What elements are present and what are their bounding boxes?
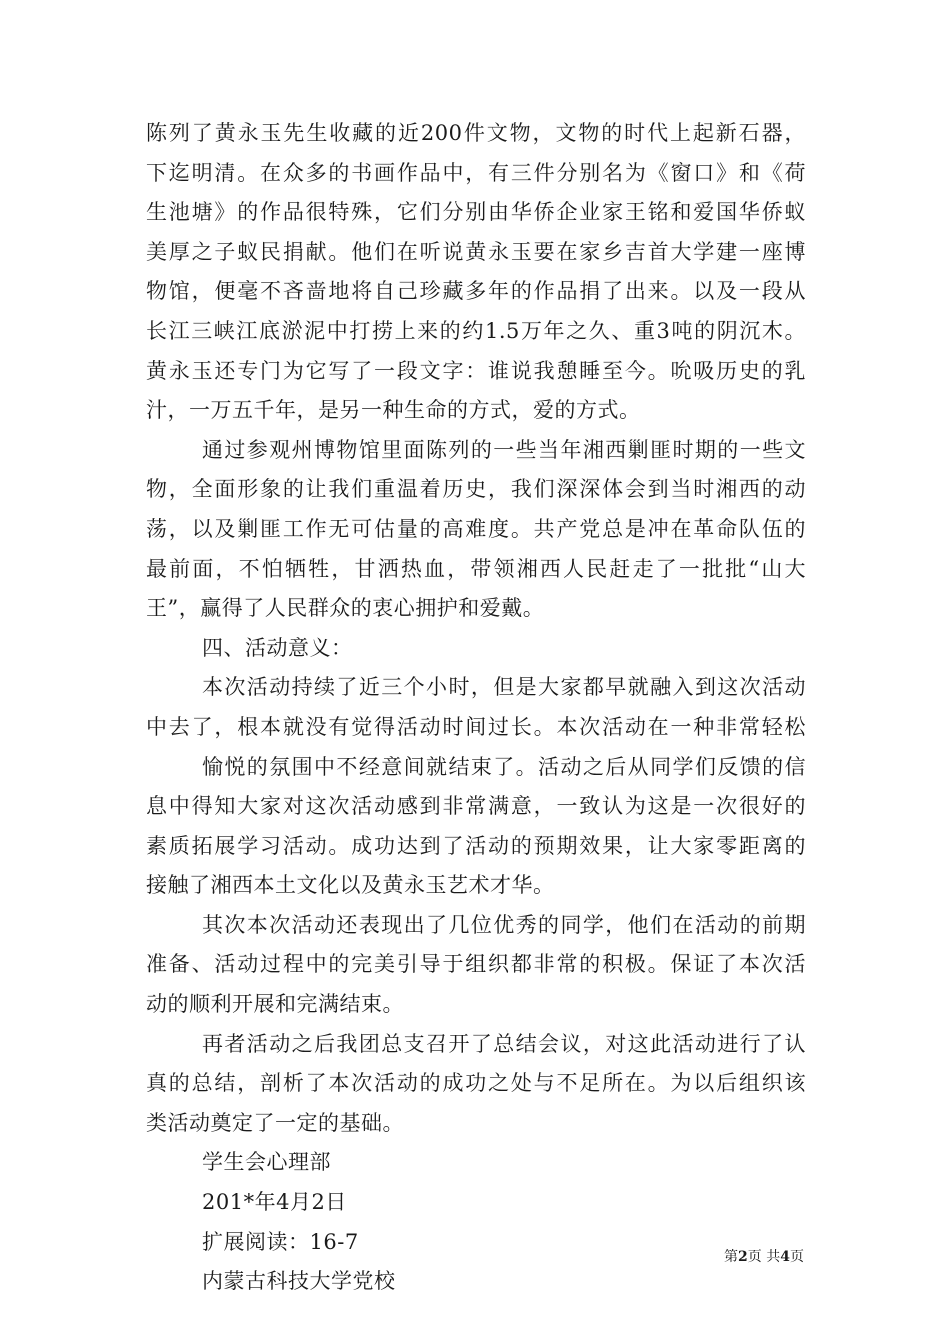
text-line: 再者活动之后我团总支召开了总结会议，对这此活动进行了认 [202,1031,806,1056]
signature-date: 201*年4月2日 [202,1190,347,1215]
footer-middle: 页 共 [747,1249,781,1265]
text-line: 荡，以及剿匪工作无可估量的高难度。共产党总是冲在革命队伍的 [146,516,806,541]
text-line: 物馆，便毫不吝啬地将自己珍藏多年的作品捐了出来。以及一段从 [146,279,806,304]
footer-page-total: 4 [780,1249,790,1265]
footer-prefix: 第 [724,1249,739,1265]
footer-suffix: 页 [790,1249,804,1265]
text-line: 息中得知大家对这次活动感到非常满意，一致认为这是一次很好的 [146,794,806,819]
text-line: 真的总结，剖析了本次活动的成功之处与不足所在。为以后组织该 [146,1071,806,1096]
text-line: 内蒙古科技大学党校 [202,1269,396,1294]
text-line: 接触了湘西本土文化以及黄永玉艺术才华。 [146,873,555,898]
text-line: 愉悦的氛围中不经意间就结束了。活动之后从同学们反馈的信 [202,754,806,779]
text-line: 素质拓展学习活动。成功达到了活动的预期效果，让大家零距离的 [146,833,806,858]
text-line: 物，全面形象的让我们重温着历史，我们深深体会到当时湘西的动 [146,477,806,502]
text-line: 长江三峡江底淤泥中打捞上来的约1.5万年之久、重3吨的阴沉木。 [146,318,806,343]
text-line: 准备、活动过程中的完美引导于组织都非常的积极。保证了本次活 [146,952,806,977]
text-line: 汁，一万五千年，是另一种生命的方式，爱的方式。 [146,398,641,423]
text-line: 王”，赢得了人民群众的衷心拥护和爱戴。 [146,596,545,621]
text-line: 最前面，不怕牺牲，甘洒热血，带领湘西人民赶走了一批批“山大 [146,556,806,581]
section-heading: 四、活动意义： [202,635,353,660]
text-line: 中去了，根本就没有觉得活动时间过长。本次活动在一种非常轻松 [146,714,806,739]
text-line: 黄永玉还专门为它写了一段文字：谁说我憩睡至今。吮吸历史的乳 [146,358,806,383]
footer-page-number: 2 [738,1249,748,1265]
text-line: 通过参观州博物馆里面陈列的一些当年湘西剿匪时期的一些文 [202,437,806,462]
signature-department: 学生会心理部 [202,1150,331,1175]
text-line: 类活动奠定了一定的基础。 [146,1110,404,1135]
page-footer [724,1247,804,1267]
text-line: 陈列了黄永玉先生收藏的近200件文物，文物的时代上起新石器， [146,121,806,145]
text-line: 美厚之子蚁民捐献。他们在听说黄永玉要在家乡吉首大学建一座博 [146,239,806,264]
text-line: 动的顺利开展和完满结束。 [146,992,404,1017]
text-line: 生池塘》的作品很特殊，它们分别由华侨企业家王铭和爱国华侨蚁 [146,200,806,225]
text-line: 本次活动持续了近三个小时，但是大家都早就融入到这次活动 [202,675,806,700]
body-text [146,114,806,1302]
text-line: 下迄明清。在众多的书画作品中，有三件分别名为《窗口》和《荷 [146,160,806,185]
extended-reading-label: 扩展阅读：16-7 [202,1229,359,1254]
text-line: 其次本次活动还表现出了几位优秀的同学，他们在活动的前期 [202,912,806,937]
